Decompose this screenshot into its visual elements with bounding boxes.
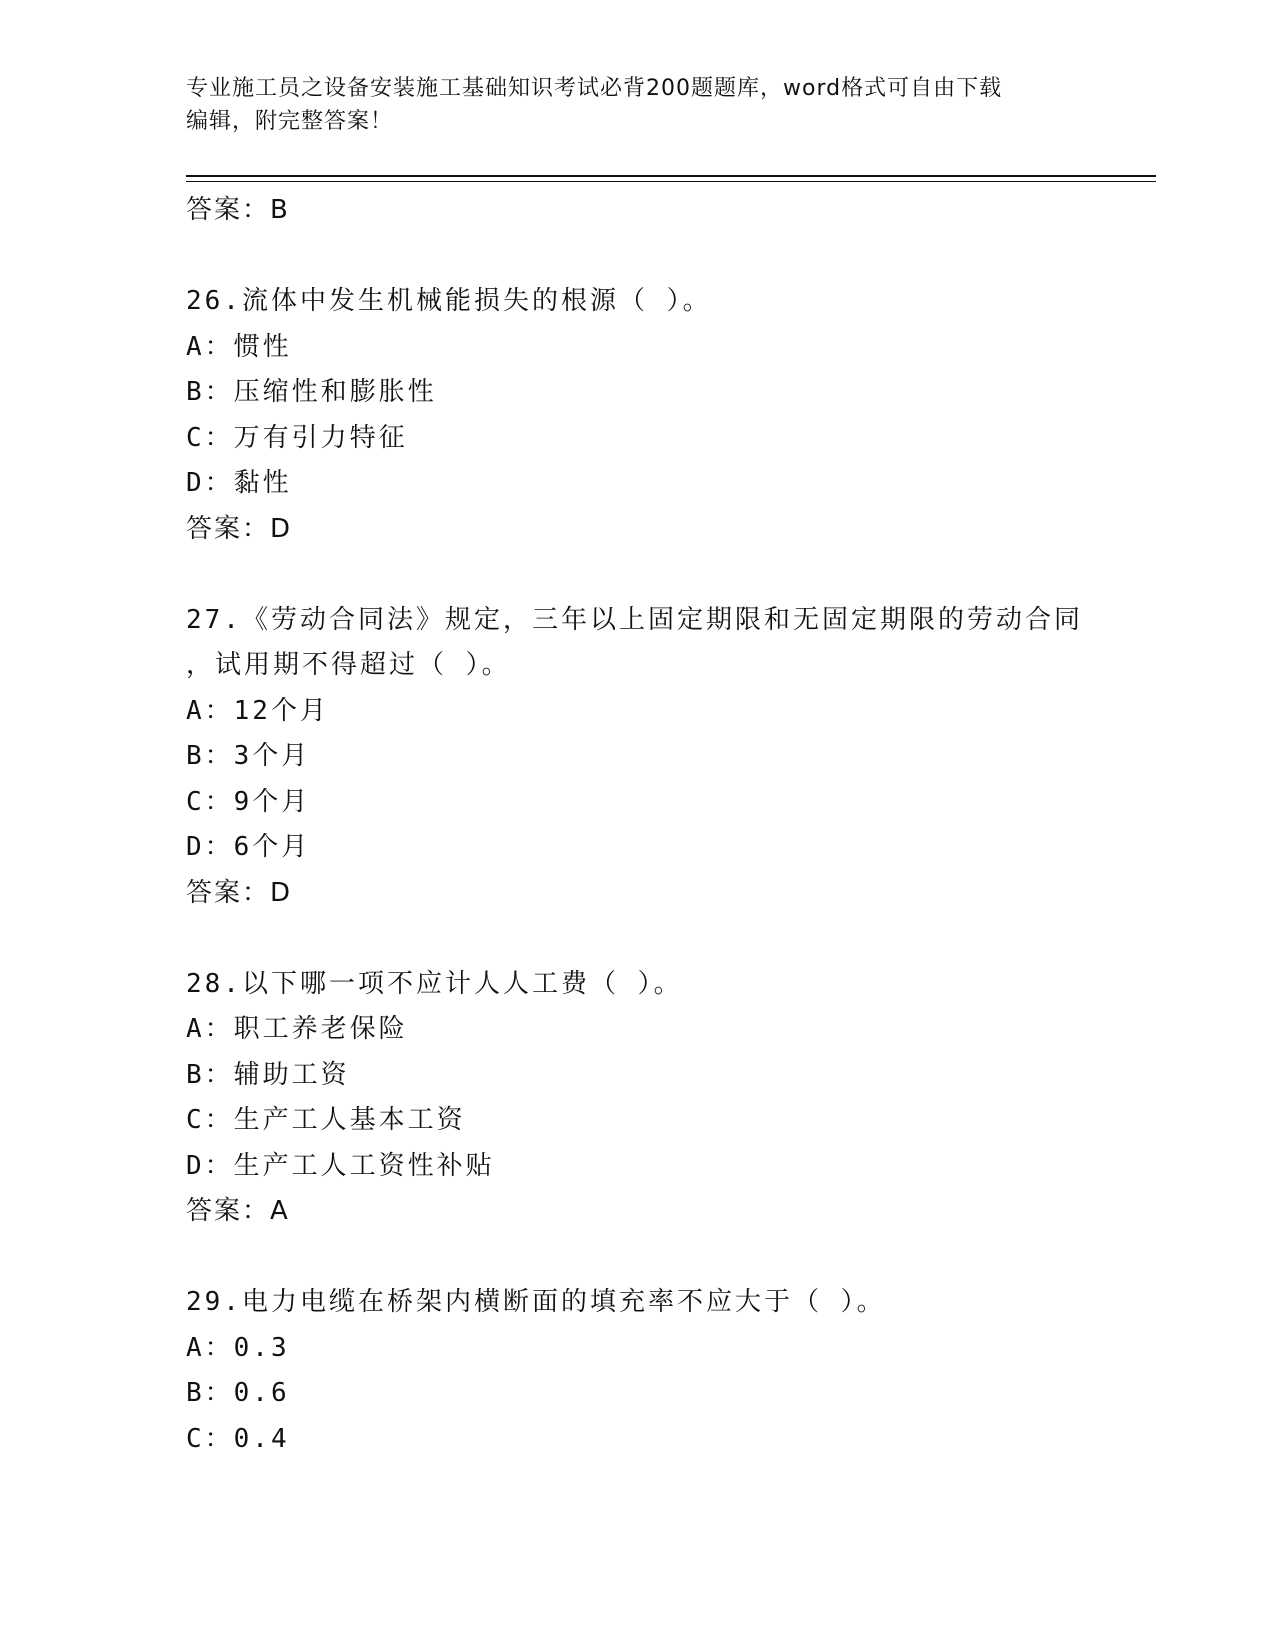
option-d: D：生产工人工资性补贴 [186, 1150, 495, 1181]
option-a: A：惯性 [186, 331, 292, 362]
question-list [186, 188, 1146, 1462]
question-stem: 29.电力电缆在桥架内横断面的填充率不应大于（ ）。 [186, 1287, 886, 1317]
spacer [186, 552, 1146, 598]
option-c: C：生产工人基本工资 [186, 1105, 466, 1135]
option-d: D：黏性 [186, 468, 292, 498]
question-stem-line-2: ，试用期不得超过（ ）。 [186, 650, 511, 680]
question-stem-line-1: 27.《劳动合同法》规定，三年以上固定期限和无固定期限的劳动合同 [186, 604, 1083, 635]
answer: 答案：A [186, 1196, 290, 1226]
spacer [186, 916, 1146, 962]
option-b: B：0.6 [186, 1378, 290, 1408]
option-b: B：辅助工资 [186, 1059, 350, 1090]
question-stem: 26.流体中发生机械能损失的根源（ ）。 [186, 286, 712, 316]
question-29 [186, 1280, 1146, 1462]
document-header [186, 72, 1066, 138]
option-c: C：万有引力特征 [186, 422, 408, 453]
header-title-line-1: 专业施工员之设备安装施工基础知识考试必背200题题库，word格式可自由下载 [186, 76, 1003, 101]
header-divider-thick [186, 175, 1156, 177]
spacer [186, 234, 1146, 280]
answer: 答案：D [186, 877, 293, 908]
previous-answer: 答案：B [186, 195, 290, 225]
option-c: C：0.4 [186, 1423, 290, 1454]
question-stem: 28.以下哪一项不应计人人工费（ ）。 [186, 968, 683, 999]
option-b: B：3个月 [186, 741, 311, 771]
question-26 [186, 279, 1146, 552]
header-title-line-2: 编辑，附完整答案！ [186, 109, 394, 134]
answer: 答案：D [186, 513, 293, 544]
option-c: C：9个月 [186, 786, 311, 817]
option-a: A：0.3 [186, 1332, 290, 1363]
header-divider-thin [186, 181, 1156, 182]
spacer [186, 1235, 1146, 1281]
question-27 [186, 598, 1146, 917]
option-b: B：压缩性和膨胀性 [186, 377, 437, 407]
question-28 [186, 962, 1146, 1235]
option-a: A：12个月 [186, 695, 329, 726]
option-d: D：6个月 [186, 832, 311, 862]
option-a: A：职工养老保险 [186, 1014, 408, 1044]
